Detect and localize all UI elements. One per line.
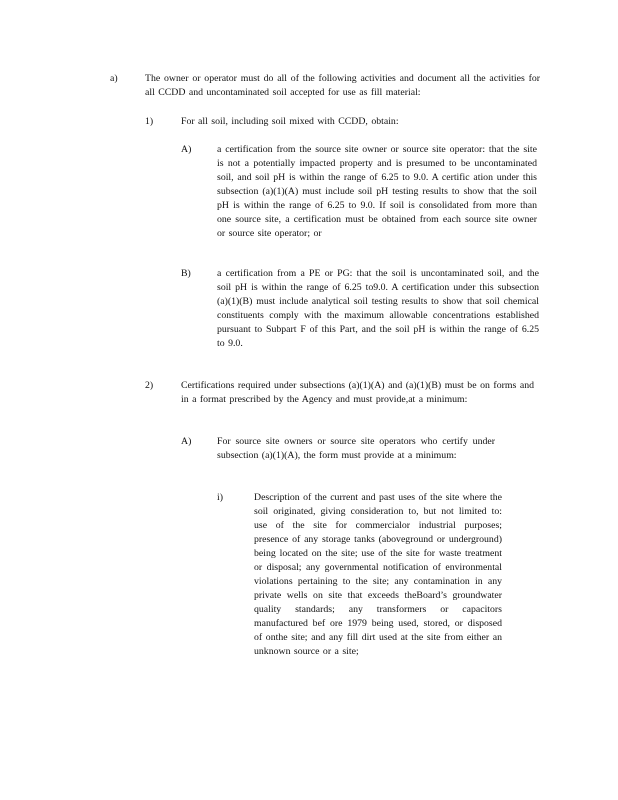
item-2-text: Certifications required under subsections (a)(1)(A) and (a)(1)(B) must be on forms and in a format prescribed by the Agency and must provide,at a minimum: xyxy=(181,380,534,405)
item-2-a-i-label: i) xyxy=(217,492,223,503)
item-1-label: 1) xyxy=(145,116,154,127)
item-1-text: For all soil, including soil mixed with CCDD, obtain: xyxy=(181,116,399,127)
item-1-b-text: a certification from a PE or PG: that the soil is uncontaminated soil, and the soil pH is within the range of 6.25 to9.0. A certification under this subsection (a)(1)(B) must include analytical soil testing results to show that soil chemical constituents comply with the maximum allowable concentrations established pursuant to Subpart F of this Part, and the soil pH is within the range of 6.25 to 9.0. xyxy=(217,268,539,349)
item-1-b-label: B) xyxy=(181,268,191,279)
item-2-a-text: For source site owners or source site operators who certify under subsection (a)(1)(A), the form must provide at a minimum: xyxy=(217,436,495,461)
section-a-text: The owner or operator must do all of the following activities and document all the activities for all CCDD and uncontaminated soil accepted for use as fill material: xyxy=(145,73,540,98)
item-1-a-label: A) xyxy=(181,144,192,155)
item-2-a-i-text: Description of the current and past uses of the site where the soil originated, giving consideration to, but not limited to: use of the site for commercialor industrial purposes; presence of any storage tanks (aboveground or underground) being located on the site; use of the site for waste treatment or disposal; any governmental notification of environmental violations pertaining to the site; any contamination in any private wells on site that exceeds theBoard’s groundwater quality standards; any transformers or capacitors manufactured bef ore 1979 being used, stored, or disposed of onthe site; and any fill dirt used at the site from either an unknown source or a site; xyxy=(254,492,502,657)
item-2-a-label: A) xyxy=(181,436,192,447)
item-1-a-text: a certification from the source site owner or source site operator: that the site is not a potentially impacted property and is presumed to be uncontaminated soil, and soil pH is within the range of 6.25 to 9.0. A certific ation under this subsection (a)(1)(A) must include soil pH testing results to show that the soil pH is within the range of 6.25 to 9.0. If soil is consolidated from more than one source site, a certification must be obtained from each source site owner or source site operator; or xyxy=(217,144,537,239)
section-a-label: a) xyxy=(110,73,118,84)
item-2-label: 2) xyxy=(145,380,154,391)
